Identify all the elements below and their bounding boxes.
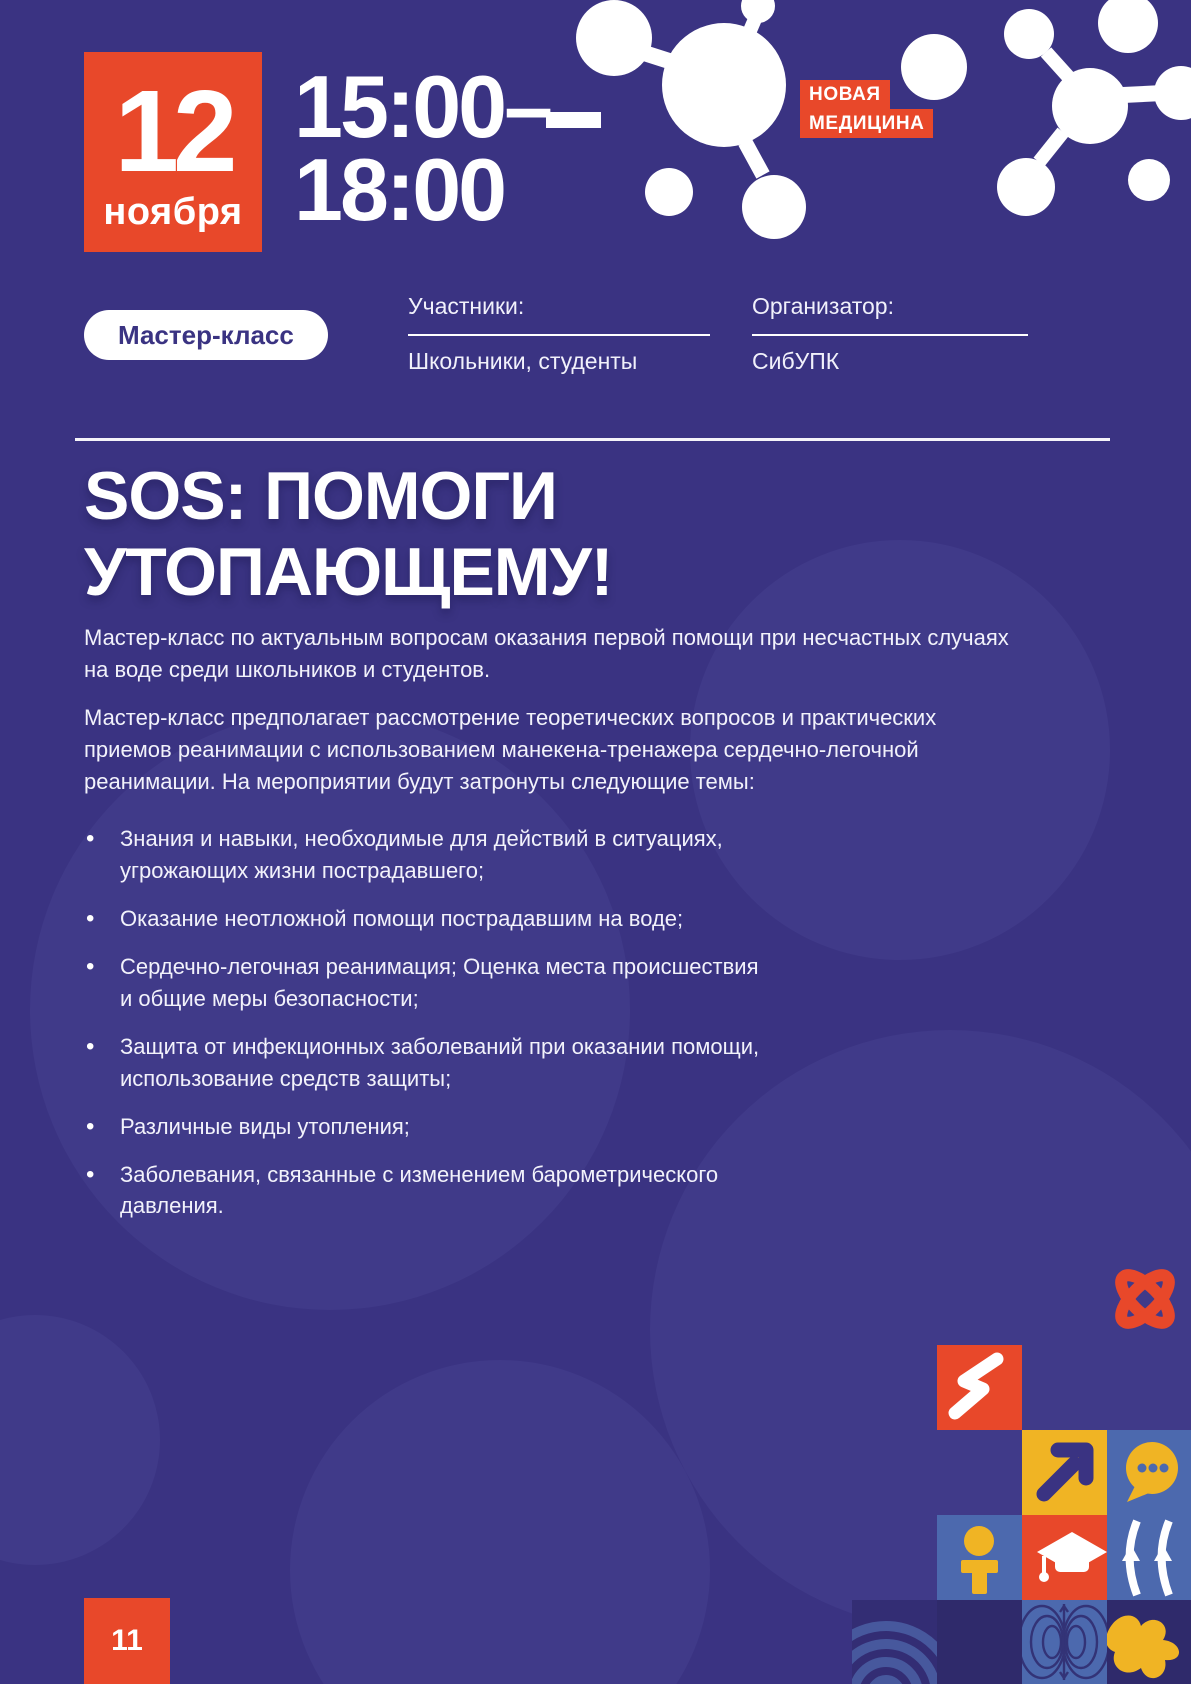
body-text (84, 622, 1024, 1238)
arrow-up-right-icon (1022, 1430, 1107, 1515)
brand-badge (800, 80, 933, 138)
list-item (84, 951, 774, 1015)
bullet-dot-icon: • (86, 905, 95, 933)
event-time (294, 57, 551, 239)
zigzag-icon (937, 1345, 1022, 1430)
tile-double-arrows (1107, 1515, 1191, 1600)
tile-wifi-arcs (852, 1600, 937, 1684)
organizer-label: Организатор: (752, 293, 894, 319)
tile-person (937, 1515, 1022, 1600)
splat-icon (1107, 1600, 1191, 1684)
double-arrows-icon (1107, 1515, 1191, 1600)
list-item-text: Сердечно-легочная реанимация; Оценка места происшествия и общие меры безопасности; (120, 954, 759, 1012)
page-number (84, 1598, 170, 1684)
topics-list (84, 823, 774, 1222)
brand-line1: НОВАЯ (800, 80, 890, 109)
atom-knot-icon (1104, 1258, 1186, 1340)
bullet-dot-icon: • (86, 1112, 95, 1140)
participants-value: Школьники, студенты (408, 348, 638, 374)
list-item-text: Заболевания, связанные с изменением барометрического давления. (120, 1161, 719, 1219)
list-item (84, 1031, 774, 1095)
time-line1: 15:00– (294, 57, 551, 156)
list-item (84, 1111, 774, 1143)
tile-zigzag (937, 1345, 1022, 1430)
date-month: ноября (103, 190, 243, 233)
organizer-value: СибУПК (752, 348, 840, 374)
graduation-cap-icon (1022, 1515, 1107, 1600)
tile-graduation (1022, 1515, 1107, 1600)
list-item (84, 903, 774, 935)
tile-chat (1107, 1430, 1191, 1515)
list-item-text: Оказание неотложной помощи пострадавшим на воде; (120, 906, 684, 932)
bullet-dot-icon: • (86, 825, 95, 853)
event-type-label: Мастер-класс (118, 319, 294, 350)
participants-label: Участники: (408, 293, 525, 319)
tile-splat (1107, 1600, 1191, 1684)
wifi-arcs-icon (852, 1600, 937, 1684)
list-item-text: Различные виды утопления; (120, 1113, 410, 1139)
list-item-text: Защита от инфекционных заболеваний при оказании помощи, использование средств защиты; (120, 1033, 760, 1091)
chat-bubble-icon (1107, 1430, 1191, 1515)
list-item (84, 1159, 774, 1223)
brand-line2: МЕДИЦИНА (800, 109, 933, 138)
page-number-text: 11 (111, 1624, 143, 1657)
title-line2: УТОПАЮЩЕМУ! (84, 534, 613, 611)
date-day: 12 (114, 66, 232, 197)
event-type-badge (84, 310, 328, 360)
organizer-rule (752, 334, 1028, 336)
paragraph: Мастер-класс предполагает рассмотрение теоретических вопросов и практических приемов реанимации с использованием манекена-тренажера сердечно-легочной реанимации. На мероприятии будут затронуты следующие темы: (84, 704, 937, 794)
title-line1: SOS: ПОМОГИ (84, 458, 557, 534)
magnetic-field-icon (1022, 1600, 1107, 1684)
bg-circle (290, 1360, 710, 1684)
participants-column (408, 293, 710, 375)
bullet-dot-icon: • (86, 1032, 95, 1060)
section-divider (75, 438, 1110, 441)
bullet-dot-icon: • (86, 953, 95, 981)
participants-rule (408, 334, 710, 336)
list-item (84, 823, 774, 887)
organizer-column (752, 293, 1028, 375)
bullet-dot-icon: • (86, 1160, 95, 1188)
date-block (84, 52, 262, 252)
tile-navy (937, 1600, 1022, 1684)
bg-circle (0, 1315, 160, 1565)
time-line2: 18:00 (294, 139, 505, 239)
page-title (84, 458, 612, 610)
tile-arrow (1022, 1430, 1107, 1515)
tile-magnetic-field (1022, 1600, 1107, 1684)
paragraph: Мастер-класс по актуальным вопросам оказания первой помощи при несчастных случаях на воде среди школьников и студентов. (84, 625, 1009, 682)
list-item-text: Знания и навыки, необходимые для действий в ситуациях, угрожающих жизни пострадавшего; (120, 826, 723, 884)
person-icon (937, 1515, 1022, 1600)
molecules-decoration (531, 0, 1191, 300)
